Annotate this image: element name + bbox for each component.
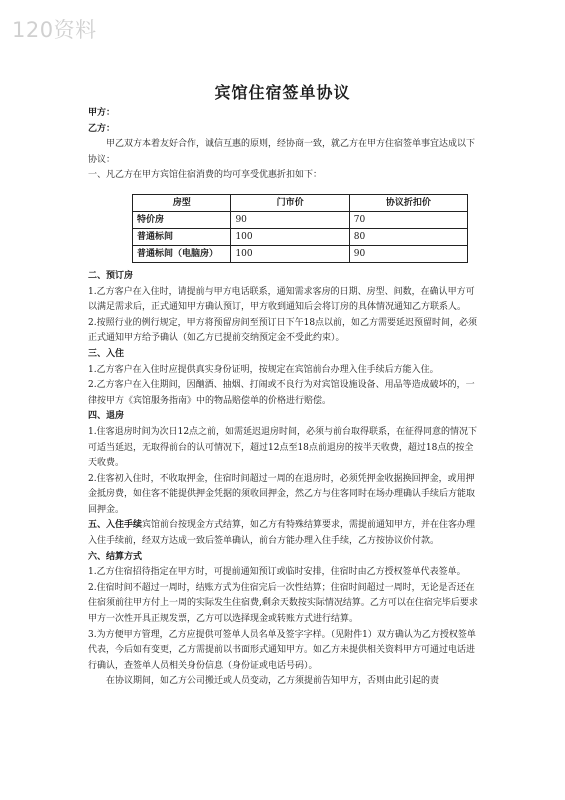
rate-table-header [133, 194, 468, 211]
section-6-paragraph-2: 2.住宿时间不超过一周时，结账方式为住宿完后一次性结算；住宿时间超过一周时，无论是否还在住宿须前往甲方付上一周的实际发生住宿费,剩余天数按实际情况结算。乙方可以在住宿完毕后要求甲方一次性开具正规发票，乙方可以选择现金或转账方式进行结算。 [88, 582, 478, 625]
rack-rate-cell: 100 [231, 228, 349, 245]
agreement-rate-cell: 70 [349, 211, 467, 228]
room-type-cell: 特价房 [133, 211, 231, 228]
party-a-label: 甲方： [88, 108, 116, 118]
agreement-rate-cell: 90 [349, 245, 467, 262]
section-6-heading: 六、结算方式 [88, 551, 143, 562]
watermark: 120资料 [12, 18, 97, 42]
section-6-paragraph-3: 3.为方便甲方管理，乙方应提供可签单人员名单及签字字样。（见附件1）双方确认为乙方授权签单代表，今后如有变更，乙方需提前以书面形式通知甲方。如乙方未提供相关资料甲方可通过电话进行确认，查签单人员相关身份信息（身份证或电话号码）。 [88, 629, 476, 671]
section-3-paragraph-1: 1.乙方客户在入住时应提供真实身份证明，按规定在宾馆前台办理入住手续后方能入住。 [88, 364, 439, 375]
header-agreement-rate: 协议折扣价 [349, 194, 467, 211]
table-row [133, 245, 468, 262]
agreement-rate-cell: 80 [349, 228, 467, 245]
section-4-heading: 四、退房 [88, 411, 125, 422]
table-row [133, 228, 468, 245]
section-1-text: 一、凡乙方在甲方宾馆住宿消费的均可享受优惠折扣如下： [88, 170, 323, 181]
document-title: 宾馆住宿签单协议 [214, 83, 351, 102]
header-rack-rate: 门市价 [231, 194, 349, 211]
section-3-paragraph-2: 2.乙方客户在入住期间，因酗酒、抽烟、打闹或不良行为对宾馆设施设备、用品等造成破坏的，一律按甲方《宾馆服务指南》中的物品赔偿单的价格进行赔偿。 [88, 380, 475, 406]
section-5-paragraph [88, 518, 480, 549]
section-2-heading: 二、预订房 [88, 270, 134, 281]
rate-table [132, 194, 468, 263]
rack-rate-cell: 90 [231, 211, 349, 228]
section-2-paragraph-2: 2.按照行业的例行规定，甲方将预留房间至预订日下午18点以前，如乙方需要延迟预留时间，必须正式通知甲方给予确认（如乙方已提前交纳预定金不受此约束）。 [88, 317, 478, 344]
rack-rate-cell: 100 [231, 245, 349, 262]
section-4-paragraph-2: 2.住客初入住时，不收取押金，住宿时间超过一周的在退房时，必须凭押金收据换回押金，或用押金抵房费，如住客不能提供押金凭据的须收回押金，然乙方与住客同时在场办理确认手续后方能取回押金。 [88, 473, 476, 515]
document-body [88, 106, 480, 690]
party-b-label: 乙方： [88, 123, 116, 134]
header-room-type: 房型 [133, 194, 231, 211]
section-5-heading: 五、入住手续 [88, 520, 143, 531]
intro-paragraph: 甲乙双方本着友好合作，诚信互惠的原则，经协商一致，就乙方在甲方住宿签单事宜达成以下协议： [88, 139, 476, 165]
section-3-heading: 三、入住 [88, 348, 125, 359]
closing-paragraph: 在协议期间，如乙方公司搬迁或人员变动，乙方须提前告知甲方，否则由此引起的责 [106, 676, 440, 687]
section-5-text: 宾馆前台按现金方式结算，如乙方有特殊结算要求，需提前通知甲方，并在住客办理入住手续前，经双方达成一致后签单确认，前台方能办理入住手续，乙方按协议价付款。 [88, 520, 476, 547]
section-4-paragraph-1: 1.住客退房时间为次日12点之前，如需延迟退房时间，必须与前台取得联系，在征得同意的情况下可适当延迟，无取得前台的认可情况下，超过12点至18点前退房的按半天收费，超过18点的按全天收费。 [88, 426, 478, 469]
room-type-cell: 普通标间 [133, 228, 231, 245]
section-6-paragraph-1: 1.乙方住宿招待指定在甲方时，可提前通知预订或临时安排，住宿时由乙方授权签单代表签单。 [88, 567, 466, 578]
section-2-paragraph-1: 1.乙方客户在入住时，请提前与甲方电话联系，通知需求客房的日期、房型、间数，在确认甲方可以满足需求后，正式通知甲方确认预订，甲方收到通知后会将订房的具体情况通知乙方联系人。 [88, 286, 475, 313]
room-type-cell: 普通标间（电脑房） [133, 245, 231, 262]
table-row [133, 211, 468, 228]
